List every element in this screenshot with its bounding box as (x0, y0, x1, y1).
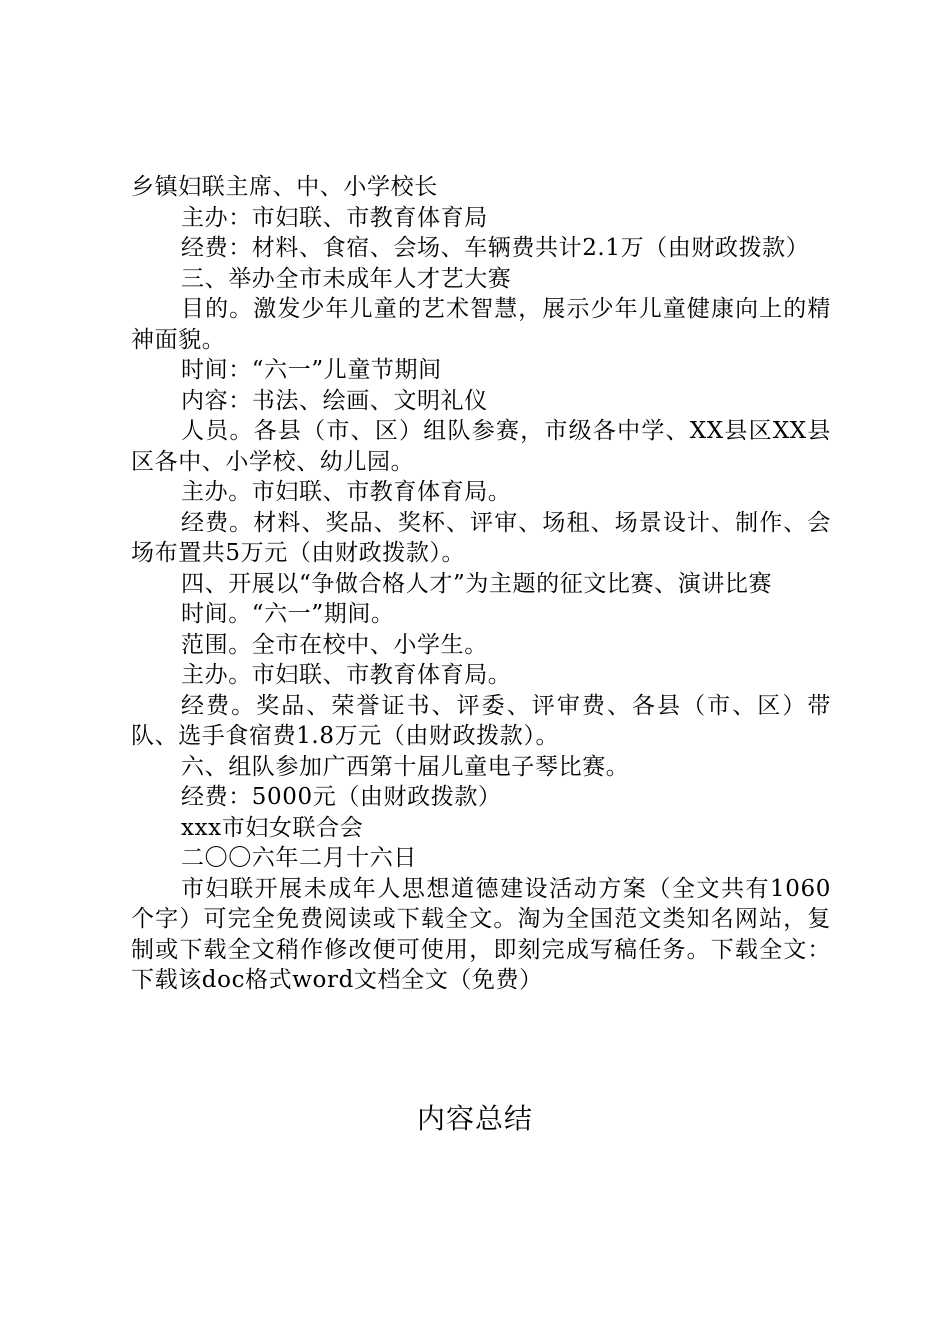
document-body (131, 172, 831, 996)
paragraph: 目的。激发少年儿童的艺术智慧，展示少年儿童健康向上的精神面貌。 (131, 296, 831, 353)
paragraph: 经费：5000元（由财政拨款） (181, 784, 502, 810)
paragraph: 人员。各县（市、区）组队参赛，市级各中学、XX县区XX县区各中、小学校、幼儿园。 (131, 418, 831, 475)
paragraph: 主办。市妇联、市教育体育局。 (181, 662, 512, 688)
paragraph: 主办：市妇联、市教育体育局 (181, 204, 488, 231)
paragraph: 经费。材料、奖品、奖杯、评审、场租、场景设计、制作、会场布置共5万元（由财政拨款）。 (131, 509, 831, 566)
signature-org: xxx市妇女联合会 (181, 814, 364, 841)
paragraph: 经费。奖品、荣誉证书、评委、评审费、各县（市、区）带队、选手食宿费1.8万元（由财政拨款）。 (131, 692, 831, 749)
download-notice: 市妇联开展未成年人思想道德建设活动方案（全文共有1060个字）可完全免费阅读或下载全文。淘为全国范文类知名网站，复制或下载全文稍作修改便可使用，即刻完成写稿任务。下载全文：下载该doc格式word文档全文（免费） (131, 875, 831, 993)
signature-date: 二〇〇六年二月十六日 (181, 845, 417, 871)
section-heading: 四、开展以“争做合格人才”为主题的征文比赛、演讲比赛 (181, 570, 773, 597)
summary-title: 内容总结 (416, 1102, 533, 1135)
paragraph: 时间：“六一”儿童节期间 (181, 357, 442, 383)
paragraph: 主办。市妇联、市教育体育局。 (181, 479, 512, 505)
section-heading: 三、举办全市未成年人才艺大赛 (181, 265, 512, 292)
paragraph: 范围。全市在校中、小学生。 (181, 631, 488, 658)
paragraph: 经费：材料、食宿、会场、车辆费共计2.1万（由财政拨款） (181, 235, 810, 261)
paragraph: 时间。“六一”期间。 (181, 601, 395, 627)
paragraph: 乡镇妇联主席、中、小学校长 (131, 174, 438, 200)
section-heading: 六、组队参加广西第十届儿童电子琴比赛。 (181, 753, 630, 780)
paragraph: 内容：书法、绘画、文明礼仪 (181, 387, 488, 414)
